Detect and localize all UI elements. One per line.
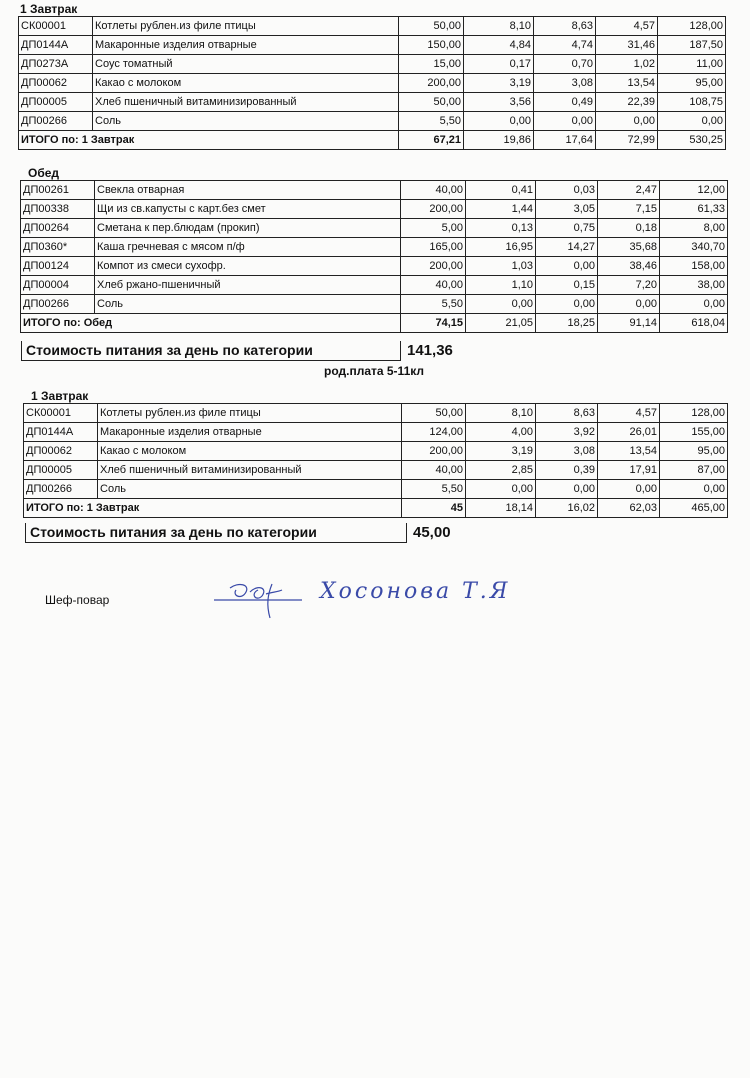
fat-cell: 0,49	[534, 93, 596, 112]
dish-name-cell: Компот из смеси сухофр.	[95, 257, 401, 276]
calories-cell: 187,50	[658, 36, 726, 55]
lunch-rows	[21, 181, 728, 333]
calories-cell: 108,75	[658, 93, 726, 112]
calories-cell: 128,00	[660, 404, 728, 423]
section-breakfast-2	[23, 389, 728, 518]
protein-cell: 3,19	[464, 74, 534, 93]
carbs-cell: 35,68	[598, 238, 660, 257]
fat-cell: 0,70	[534, 55, 596, 74]
total-fat-cell: 18,25	[536, 314, 598, 333]
portion-weight-cell: 40,00	[401, 276, 466, 295]
dish-name-cell: Свекла отварная	[95, 181, 401, 200]
section-breakfast-1	[18, 2, 726, 150]
protein-cell: 2,85	[466, 461, 536, 480]
calories-cell: 61,33	[660, 200, 728, 219]
calories-cell: 8,00	[660, 219, 728, 238]
portion-weight-cell: 200,00	[399, 74, 464, 93]
fat-cell: 0,00	[536, 295, 598, 314]
dish-code-cell: ДП00264	[21, 219, 95, 238]
portion-weight-cell: 40,00	[401, 181, 466, 200]
table-row	[19, 55, 726, 74]
dish-code-cell: ДП0273А	[19, 55, 93, 74]
table-row	[21, 295, 728, 314]
dish-name-cell: Макаронные изделия отварные	[93, 36, 399, 55]
portion-weight-cell: 5,50	[401, 295, 466, 314]
table-row	[21, 219, 728, 238]
breakfast-rows	[19, 17, 726, 150]
portion-weight-cell: 200,00	[401, 257, 466, 276]
table-row	[21, 257, 728, 276]
fat-cell: 0,00	[536, 480, 598, 499]
protein-cell: 0,41	[466, 181, 536, 200]
total-label-cell: ИТОГО по: 1 Завтрак	[24, 499, 402, 518]
calories-cell: 95,00	[660, 442, 728, 461]
dish-code-cell: ДП00266	[21, 295, 95, 314]
table-row	[21, 238, 728, 257]
total-protein-cell: 19,86	[464, 131, 534, 150]
fat-cell: 0,75	[536, 219, 598, 238]
protein-cell: 4,84	[464, 36, 534, 55]
subtitle: род.плата 5-11кл	[324, 364, 425, 378]
portion-weight-cell: 50,00	[399, 93, 464, 112]
portion-weight-cell: 200,00	[402, 442, 466, 461]
carbs-cell: 17,91	[598, 461, 660, 480]
portion-weight-cell: 5,50	[402, 480, 466, 499]
portion-weight-cell: 50,00	[399, 17, 464, 36]
dish-name-cell: Хлеб ржано-пшеничный	[95, 276, 401, 295]
total-row	[19, 131, 726, 150]
carbs-cell: 7,20	[598, 276, 660, 295]
dish-code-cell: ДП0360*	[21, 238, 95, 257]
portion-weight-cell: 124,00	[402, 423, 466, 442]
fat-cell: 3,08	[534, 74, 596, 93]
fat-cell: 14,27	[536, 238, 598, 257]
carbs-cell: 0,00	[598, 295, 660, 314]
breakfast-rows-2	[24, 404, 728, 518]
carbs-cell: 7,15	[598, 200, 660, 219]
dish-name-cell: Соль	[95, 295, 401, 314]
protein-cell: 8,10	[466, 404, 536, 423]
table-row	[19, 93, 726, 112]
chef-signature	[210, 570, 570, 630]
total-calories-cell: 618,04	[660, 314, 728, 333]
total-carbs-cell: 62,03	[598, 499, 660, 518]
portion-weight-cell: 150,00	[399, 36, 464, 55]
total-calories-cell: 465,00	[660, 499, 728, 518]
daily-cost-2	[25, 523, 451, 543]
fat-cell: 3,08	[536, 442, 598, 461]
dish-code-cell: ДП0144А	[19, 36, 93, 55]
dish-name-cell: Котлеты рублен.из филе птицы	[93, 17, 399, 36]
section-title: 1 Завтрак	[31, 389, 89, 403]
fat-cell: 3,92	[536, 423, 598, 442]
lunch-table	[20, 180, 728, 333]
total-row	[21, 314, 728, 333]
protein-cell: 8,10	[464, 17, 534, 36]
total-carbs-cell: 91,14	[598, 314, 660, 333]
calories-cell: 38,00	[660, 276, 728, 295]
dish-code-cell: СК00001	[24, 404, 98, 423]
calories-cell: 11,00	[658, 55, 726, 74]
protein-cell: 1,10	[466, 276, 536, 295]
fat-cell: 0,00	[536, 257, 598, 276]
table-row	[24, 404, 728, 423]
carbs-cell: 4,57	[598, 404, 660, 423]
portion-weight-cell: 5,50	[399, 112, 464, 131]
calories-cell: 12,00	[660, 181, 728, 200]
total-weight-cell: 45	[402, 499, 466, 518]
carbs-cell: 38,46	[598, 257, 660, 276]
table-row	[21, 181, 728, 200]
carbs-cell: 26,01	[598, 423, 660, 442]
calories-cell: 95,00	[658, 74, 726, 93]
total-fat-cell: 16,02	[536, 499, 598, 518]
dish-name-cell: Какао с молоком	[98, 442, 402, 461]
table-row	[19, 74, 726, 93]
dish-code-cell: ДП00338	[21, 200, 95, 219]
fat-cell: 0,00	[534, 112, 596, 131]
total-carbs-cell: 72,99	[596, 131, 658, 150]
dish-code-cell: ДП0144А	[24, 423, 98, 442]
table-row	[21, 200, 728, 219]
carbs-cell: 0,00	[598, 480, 660, 499]
dish-code-cell: ДП00124	[21, 257, 95, 276]
dish-name-cell: Соус томатный	[93, 55, 399, 74]
total-protein-cell: 18,14	[466, 499, 536, 518]
total-label-cell: ИТОГО по: Обед	[21, 314, 401, 333]
dish-code-cell: ДП00266	[19, 112, 93, 131]
table-row	[24, 480, 728, 499]
carbs-cell: 31,46	[596, 36, 658, 55]
carbs-cell: 13,54	[596, 74, 658, 93]
carbs-cell: 0,18	[598, 219, 660, 238]
table-row	[21, 276, 728, 295]
protein-cell: 0,17	[464, 55, 534, 74]
total-row	[24, 499, 728, 518]
breakfast-table-2	[23, 403, 728, 518]
carbs-cell: 13,54	[598, 442, 660, 461]
carbs-cell: 2,47	[598, 181, 660, 200]
fat-cell: 8,63	[534, 17, 596, 36]
table-row	[19, 17, 726, 36]
dish-code-cell: ДП00005	[19, 93, 93, 112]
portion-weight-cell: 15,00	[399, 55, 464, 74]
daily-cost-1	[21, 341, 453, 361]
table-row	[24, 423, 728, 442]
fat-cell: 0,39	[536, 461, 598, 480]
calories-cell: 0,00	[660, 295, 728, 314]
dish-name-cell: Сметана к пер.блюдам (прокип)	[95, 219, 401, 238]
section-title: 1 Завтрак	[20, 2, 78, 16]
dish-name-cell: Соль	[93, 112, 399, 131]
dish-code-cell: ДП00004	[21, 276, 95, 295]
protein-cell: 0,00	[466, 295, 536, 314]
signature-text: Хосонова Т.Я	[320, 579, 511, 604]
protein-cell: 0,13	[466, 219, 536, 238]
portion-weight-cell: 50,00	[402, 404, 466, 423]
dish-name-cell: Какао с молоком	[93, 74, 399, 93]
daily-cost-label: Стоимость питания за день по категории	[21, 341, 401, 361]
total-fat-cell: 17,64	[534, 131, 596, 150]
dish-name-cell: Соль	[98, 480, 402, 499]
carbs-cell: 4,57	[596, 17, 658, 36]
calories-cell: 0,00	[660, 480, 728, 499]
dish-code-cell: СК00001	[19, 17, 93, 36]
calories-cell: 158,00	[660, 257, 728, 276]
dish-name-cell: Хлеб пшеничный витаминизированный	[93, 93, 399, 112]
dish-name-cell: Хлеб пшеничный витаминизированный	[98, 461, 402, 480]
table-row	[24, 442, 728, 461]
daily-cost-value: 45,00	[413, 524, 451, 541]
table-row	[19, 112, 726, 131]
portion-weight-cell: 165,00	[401, 238, 466, 257]
protein-cell: 3,56	[464, 93, 534, 112]
calories-cell: 0,00	[658, 112, 726, 131]
carbs-cell: 1,02	[596, 55, 658, 74]
fat-cell: 4,74	[534, 36, 596, 55]
total-label-cell: ИТОГО по: 1 Завтрак	[19, 131, 399, 150]
daily-cost-label: Стоимость питания за день по категории	[25, 523, 407, 543]
calories-cell: 128,00	[658, 17, 726, 36]
portion-weight-cell: 200,00	[401, 200, 466, 219]
protein-cell: 1,03	[466, 257, 536, 276]
dish-code-cell: ДП00062	[24, 442, 98, 461]
portion-weight-cell: 5,00	[401, 219, 466, 238]
carbs-cell: 0,00	[596, 112, 658, 131]
dish-name-cell: Каша гречневая с мясом п/ф	[95, 238, 401, 257]
dish-code-cell: ДП00062	[19, 74, 93, 93]
dish-name-cell: Щи из св.капусты с карт.без смет	[95, 200, 401, 219]
fat-cell: 3,05	[536, 200, 598, 219]
breakfast-table	[18, 16, 726, 150]
table-row	[24, 461, 728, 480]
total-protein-cell: 21,05	[466, 314, 536, 333]
dish-code-cell: ДП00261	[21, 181, 95, 200]
dish-name-cell: Макаронные изделия отварные	[98, 423, 402, 442]
portion-weight-cell: 40,00	[402, 461, 466, 480]
daily-cost-value: 141,36	[407, 342, 453, 359]
carbs-cell: 22,39	[596, 93, 658, 112]
protein-cell: 0,00	[464, 112, 534, 131]
dish-code-cell: ДП00266	[24, 480, 98, 499]
protein-cell: 1,44	[466, 200, 536, 219]
dish-name-cell: Котлеты рублен.из филе птицы	[98, 404, 402, 423]
protein-cell: 4,00	[466, 423, 536, 442]
dish-code-cell: ДП00005	[24, 461, 98, 480]
total-calories-cell: 530,25	[658, 131, 726, 150]
calories-cell: 87,00	[660, 461, 728, 480]
calories-cell: 340,70	[660, 238, 728, 257]
table-row	[19, 36, 726, 55]
fat-cell: 0,03	[536, 181, 598, 200]
total-weight-cell: 67,21	[399, 131, 464, 150]
fat-cell: 8,63	[536, 404, 598, 423]
calories-cell: 155,00	[660, 423, 728, 442]
section-lunch	[20, 166, 728, 333]
protein-cell: 16,95	[466, 238, 536, 257]
total-weight-cell: 74,15	[401, 314, 466, 333]
chef-label: Шеф-повар	[45, 593, 110, 607]
fat-cell: 0,15	[536, 276, 598, 295]
section-title: Обед	[28, 166, 60, 180]
protein-cell: 0,00	[466, 480, 536, 499]
protein-cell: 3,19	[466, 442, 536, 461]
